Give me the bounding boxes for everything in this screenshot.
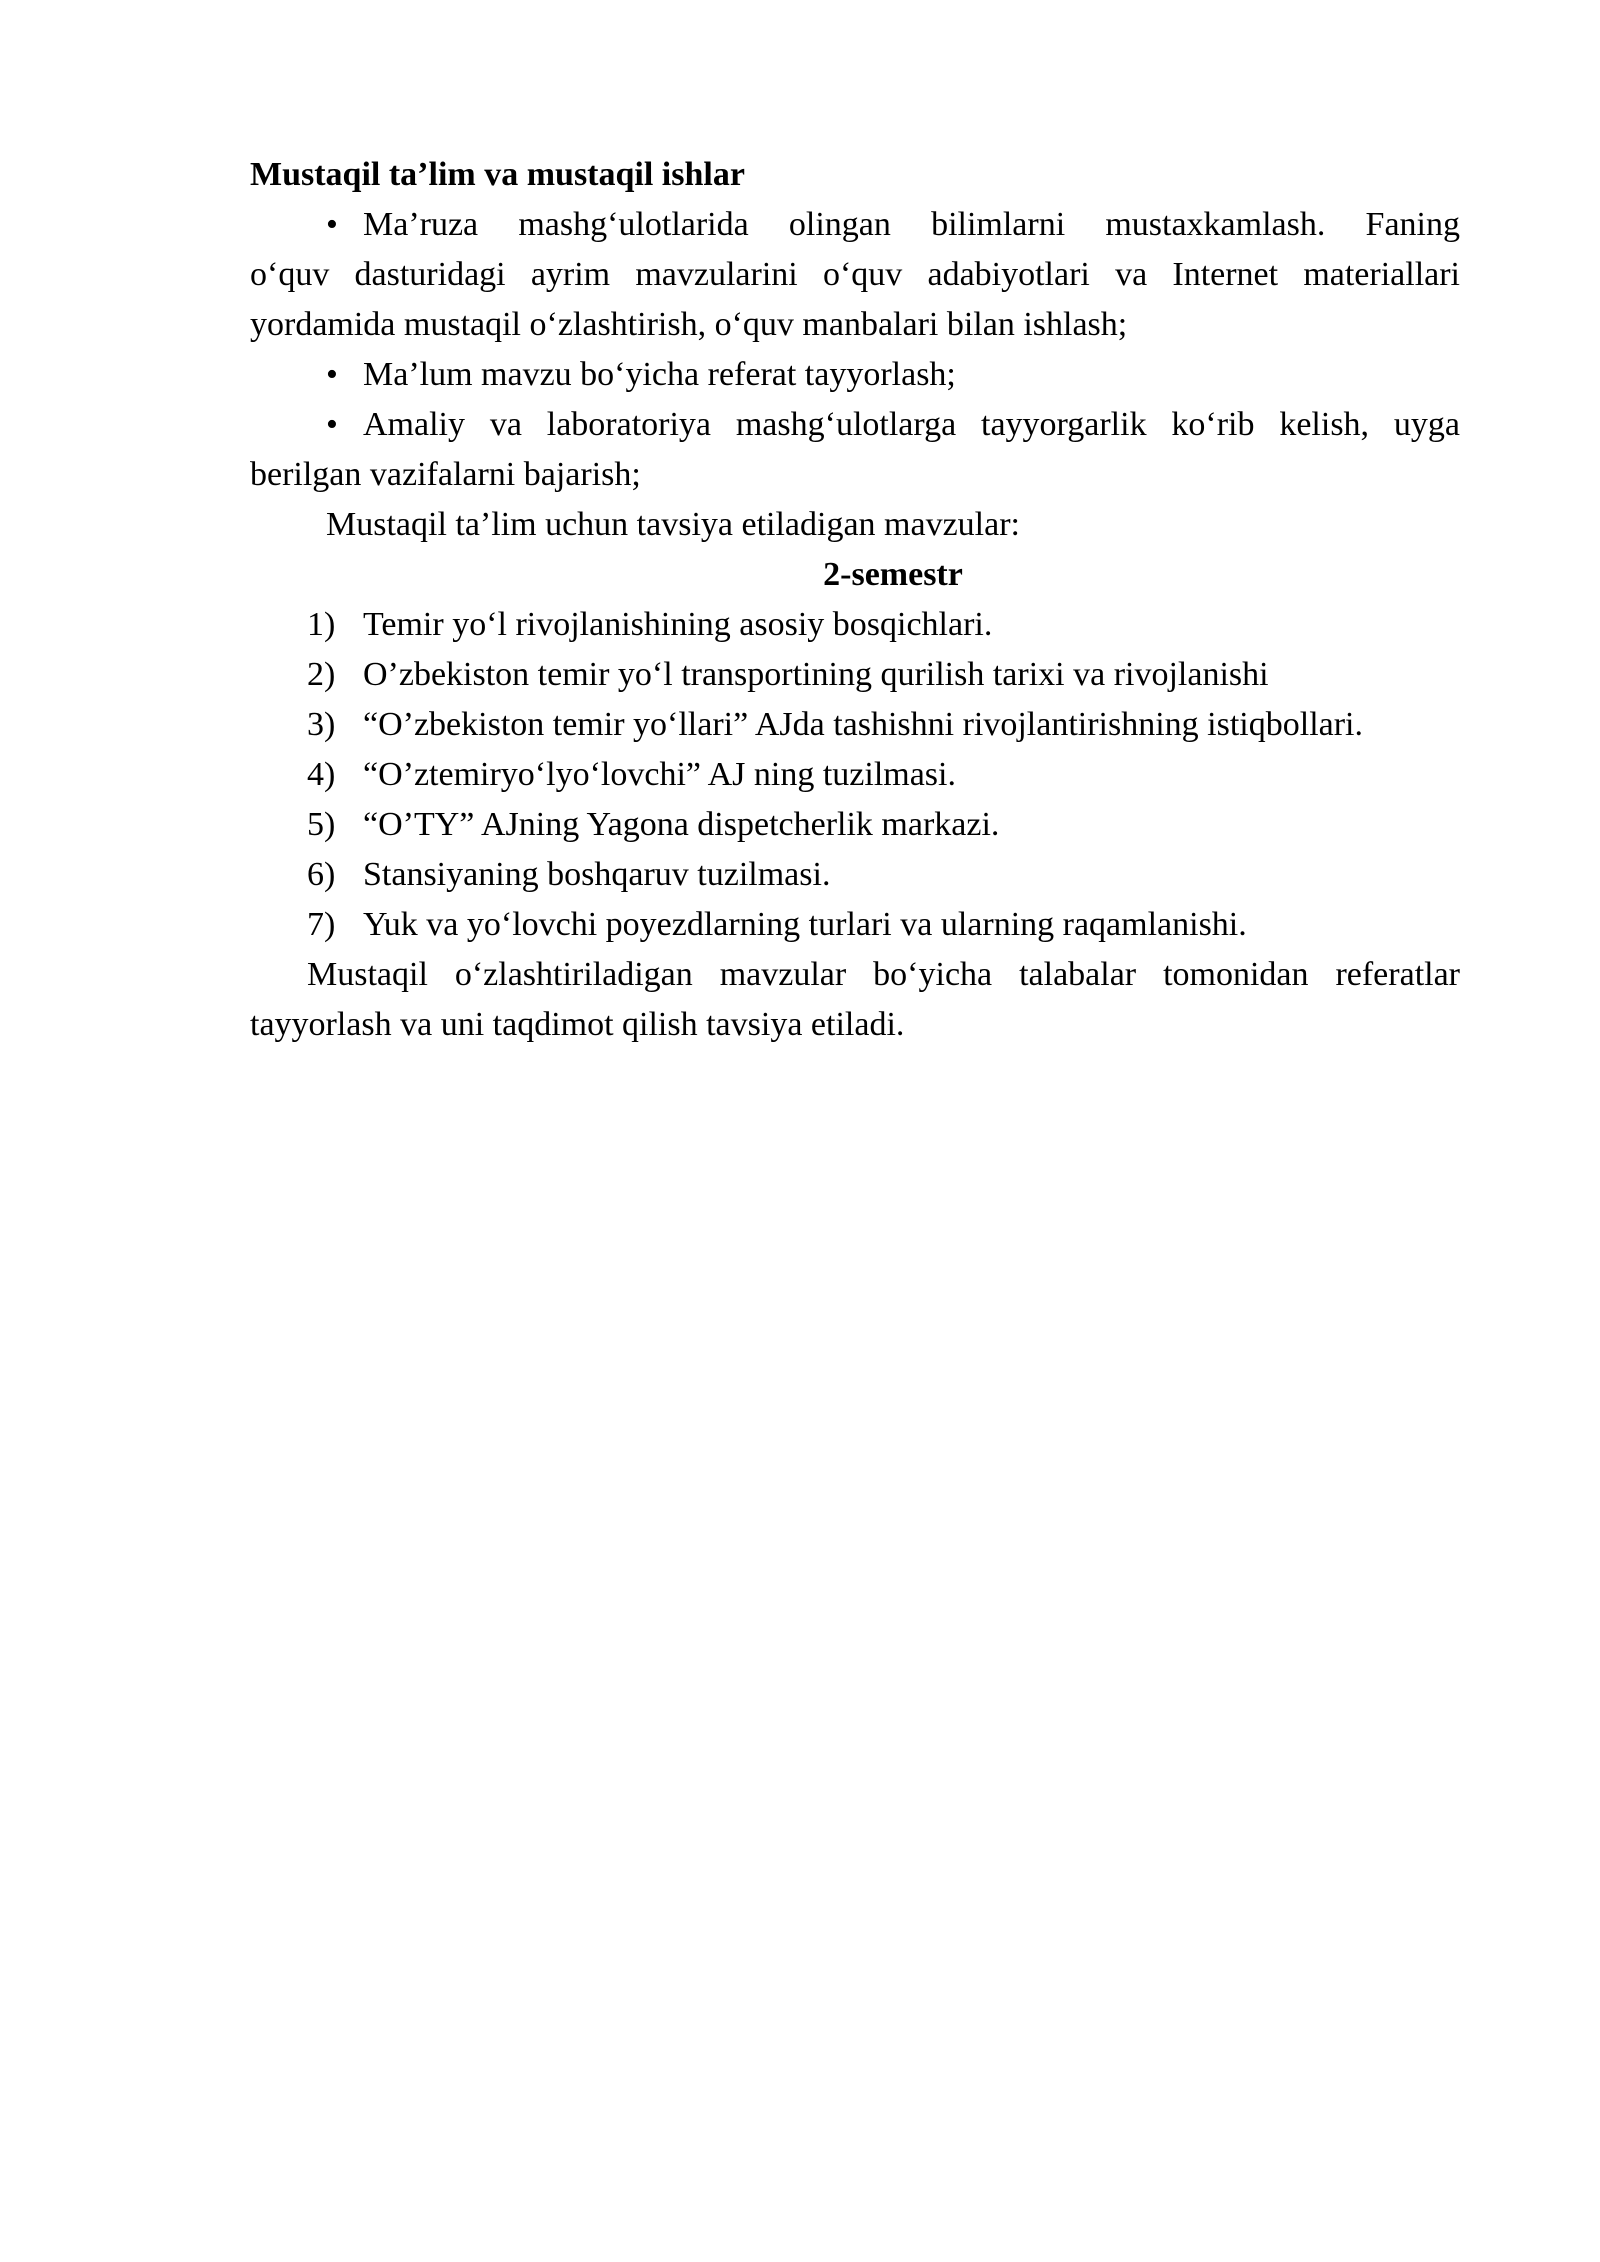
closing-paragraph-line: tayyorlash va uni taqdimot qilish tavsiya etiladi. [250,1006,905,1043]
topic-text: Stansiyaning boshqaruv tuzilmasi. [363,856,831,893]
bullet-icon: • [326,356,338,393]
topic-item [250,900,1460,950]
bullet-item [250,200,1460,250]
topic-number: 1) [307,606,336,643]
bullet-icon: • [326,206,338,243]
bullet-continuation: berilgan vazifalarni bajarish; [250,456,641,493]
topics-intro: Mustaqil ta’lim uchun tavsiya etiladigan mavzular: [326,506,1020,543]
bullet-text: Ma’ruza mashg‘ulotlarida olingan bilimlarni mustaxkamlash. Faning [363,206,1460,243]
topic-item [250,800,1460,850]
topic-number: 6) [307,856,336,893]
bullet-icon: • [326,406,338,443]
bullet-text: Ma’lum mavzu bo‘yicha referat tayyorlash; [363,356,956,393]
topic-text: “O’ztemiryo‘lyo‘lovchi” AJ ning tuzilmasi. [363,756,956,793]
topic-text: Temir yo‘l rivojlanishining asosiy bosqichlari. [363,606,993,643]
topic-text: Yuk va yo‘lovchi poyezdlarning turlari va ularning raqamlanishi. [363,906,1247,943]
section-heading: Mustaqil ta’lim va mustaqil ishlar [250,156,745,193]
closing-paragraph-line: Mustaqil o‘zlashtiriladigan mavzular bo‘yicha talabalar tomonidan referatlar [307,956,1460,993]
topic-number: 5) [307,806,336,843]
bullet-item [250,350,1460,400]
bullet-continuation: yordamida mustaqil o‘zlashtirish, o‘quv manbalari bilan ishlash; [250,306,1128,343]
topic-text: “O’TY” AJning Yagona dispetcherlik markazi. [363,806,1000,843]
bullet-continuation: o‘quv dasturidagi ayrim mavzularini o‘quv adabiyotlari va Internet materiallari [250,256,1460,293]
topic-number: 2) [307,656,336,693]
document-page [250,150,1460,1050]
topic-item [250,700,1460,750]
bullet-text: Amaliy va laboratoriya mashg‘ulotlarga tayyorgarlik ko‘rib kelish, uyga [363,406,1460,443]
topic-text: “O’zbekiston temir yo‘llari” AJda tashishni rivojlantirishning istiqbollari. [363,706,1363,743]
topic-item [250,650,1460,700]
topic-item [250,850,1460,900]
topic-number: 3) [307,706,336,743]
topic-number: 4) [307,756,336,793]
topic-item [250,750,1460,800]
topic-number: 7) [307,906,336,943]
topic-text: O’zbekiston temir yo‘l transportining qurilish tarixi va rivojlanishi [363,656,1269,693]
bullet-item [250,400,1460,450]
topic-item [250,600,1460,650]
semester-heading: 2-semestr [823,556,963,593]
